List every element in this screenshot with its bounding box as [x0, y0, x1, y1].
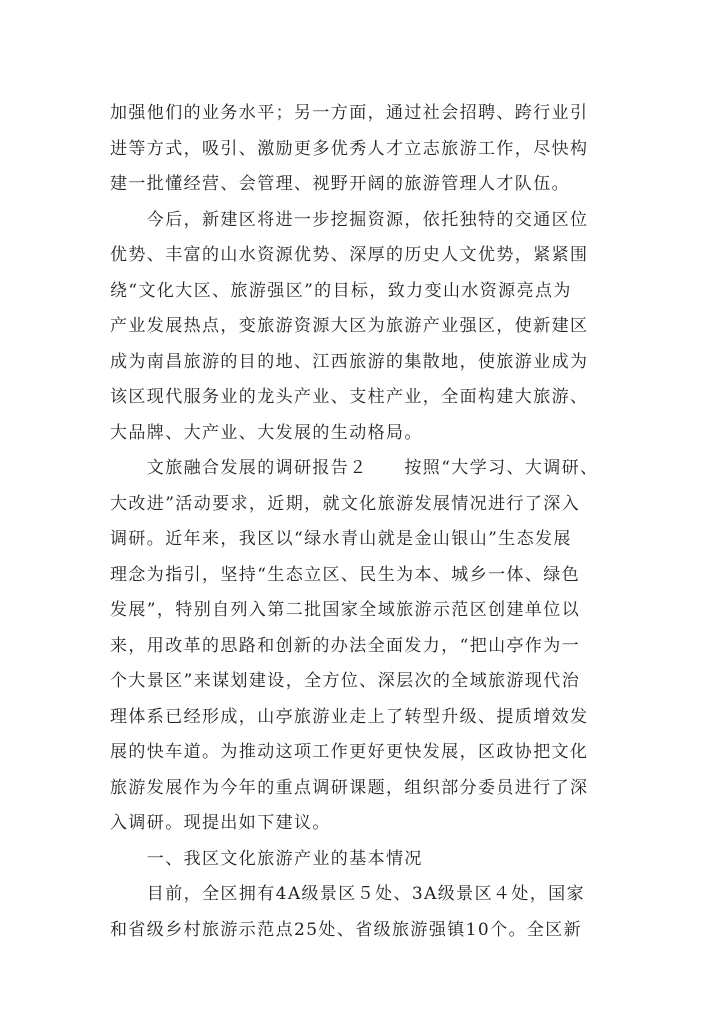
text-line: 该区现代服务业的龙头产业、支柱产业，全面构建大旅游、 [110, 387, 589, 407]
document-body [110, 96, 610, 948]
text-line: 和省级乡村旅游示范点25处、省级旅游强镇10个。全区新 [110, 919, 583, 940]
text-line: 绕“文化大区、旅游强区”的目标，致力变山水资源亮点为 [110, 280, 572, 301]
text-line: 调研。近年来，我区以“绿水青山就是金山银山”生态发展 [110, 529, 572, 549]
text-line: 文旅融合发展的调研报告２ 按照“大学习、大调研、 [110, 458, 599, 478]
text-line: 目前，全区拥有4A级景区５处、3A级景区４处，国家 [110, 884, 585, 904]
text-line: 旅游发展作为今年的重点调研课题，组织部分委员进行了深 [110, 777, 589, 798]
text-line: 今后，新建区将进一步挖掘资源，依托独特的交通区位 [110, 209, 589, 230]
text-line: 成为南昌旅游的目的地、江西旅游的集散地，使旅游业成为 [110, 351, 589, 372]
text-line: 大品牌、大产业、大发展的生动格局。 [110, 422, 423, 443]
text-line: 来，用改革的思路和创新的办法全面发力，“把山亭作为一 [110, 635, 581, 656]
text-line: 发展”，特别自列入第二批国家全域旅游示范区创建单位以 [110, 600, 581, 620]
text-line: 加强他们的业务水平；另一方面，通过社会招聘、跨行业引 [110, 103, 589, 123]
text-line: 个大景区”来谋划建设，全方位、深层次的全域旅游现代治 [110, 671, 581, 691]
text-line: 产业发展热点，变旅游资源大区为旅游产业强区，使新建区 [110, 316, 589, 336]
text-line: 大改进”活动要求，近期，就文化旅游发展情况进行了深入 [110, 493, 581, 514]
text-line: 进等方式，吸引、激励更多优秀人才立志旅游工作，尽快构 [110, 138, 589, 159]
text-line: 优势、丰富的山水资源优势、深厚的历史人文优势，紧紧围 [110, 245, 589, 265]
text-line: 建一批懂经营、会管理、视野开阔的旅游管理人才队伍。 [110, 174, 570, 194]
text-line: 入调研。现提出如下建议。 [110, 813, 331, 833]
text-line: 展的快车道。为推动这项工作更好更快发展，区政协把文化 [110, 742, 589, 762]
section-heading: 一、我区文化旅游产业的基本情况 [110, 848, 423, 869]
text-line: 理体系已经形成，山亭旅游业走上了转型升级、提质增效发 [110, 706, 589, 727]
text-line: 理念为指引，坚持“生态立区、民生为本、城乡一体、绿色 [110, 564, 581, 585]
